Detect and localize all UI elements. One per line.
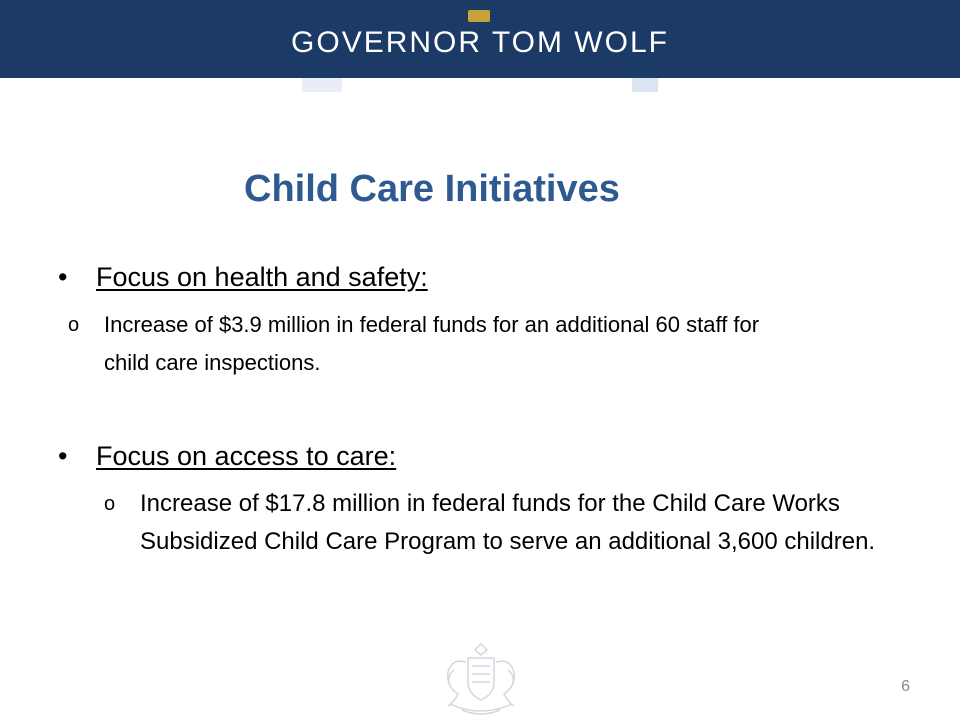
slide-title: Child Care Initiatives (244, 168, 620, 210)
header-title: GOVERNOR TOM WOLF (291, 26, 669, 59)
sub-bullet-text: Increase of $3.9 million in federal funds for an additional 60 staff for child care inspections. (104, 312, 760, 375)
bullet-item (58, 441, 658, 481)
bullet-dot: • (58, 441, 68, 471)
sub-bullet-marker: o (104, 493, 116, 515)
bullet-label: Focus on health and safety: (96, 262, 428, 292)
header-bar (0, 0, 960, 78)
bullet-item (58, 262, 658, 302)
sub-bullet-marker: o (68, 314, 80, 336)
header-decoration-left (302, 78, 342, 92)
header-accent-mark (468, 10, 490, 22)
header-decoration-right (632, 78, 658, 92)
bullet-label: Focus on access to care: (96, 441, 397, 471)
bullet-dot: • (58, 262, 68, 292)
pennsylvania-seal-icon (432, 640, 530, 718)
sub-bullet-text: Increase of $17.8 million in federal funds for the Child Care Works Subsidized Child Care Program to serve an additional 3,600 children. (140, 490, 876, 555)
page-number: 6 (901, 678, 910, 695)
